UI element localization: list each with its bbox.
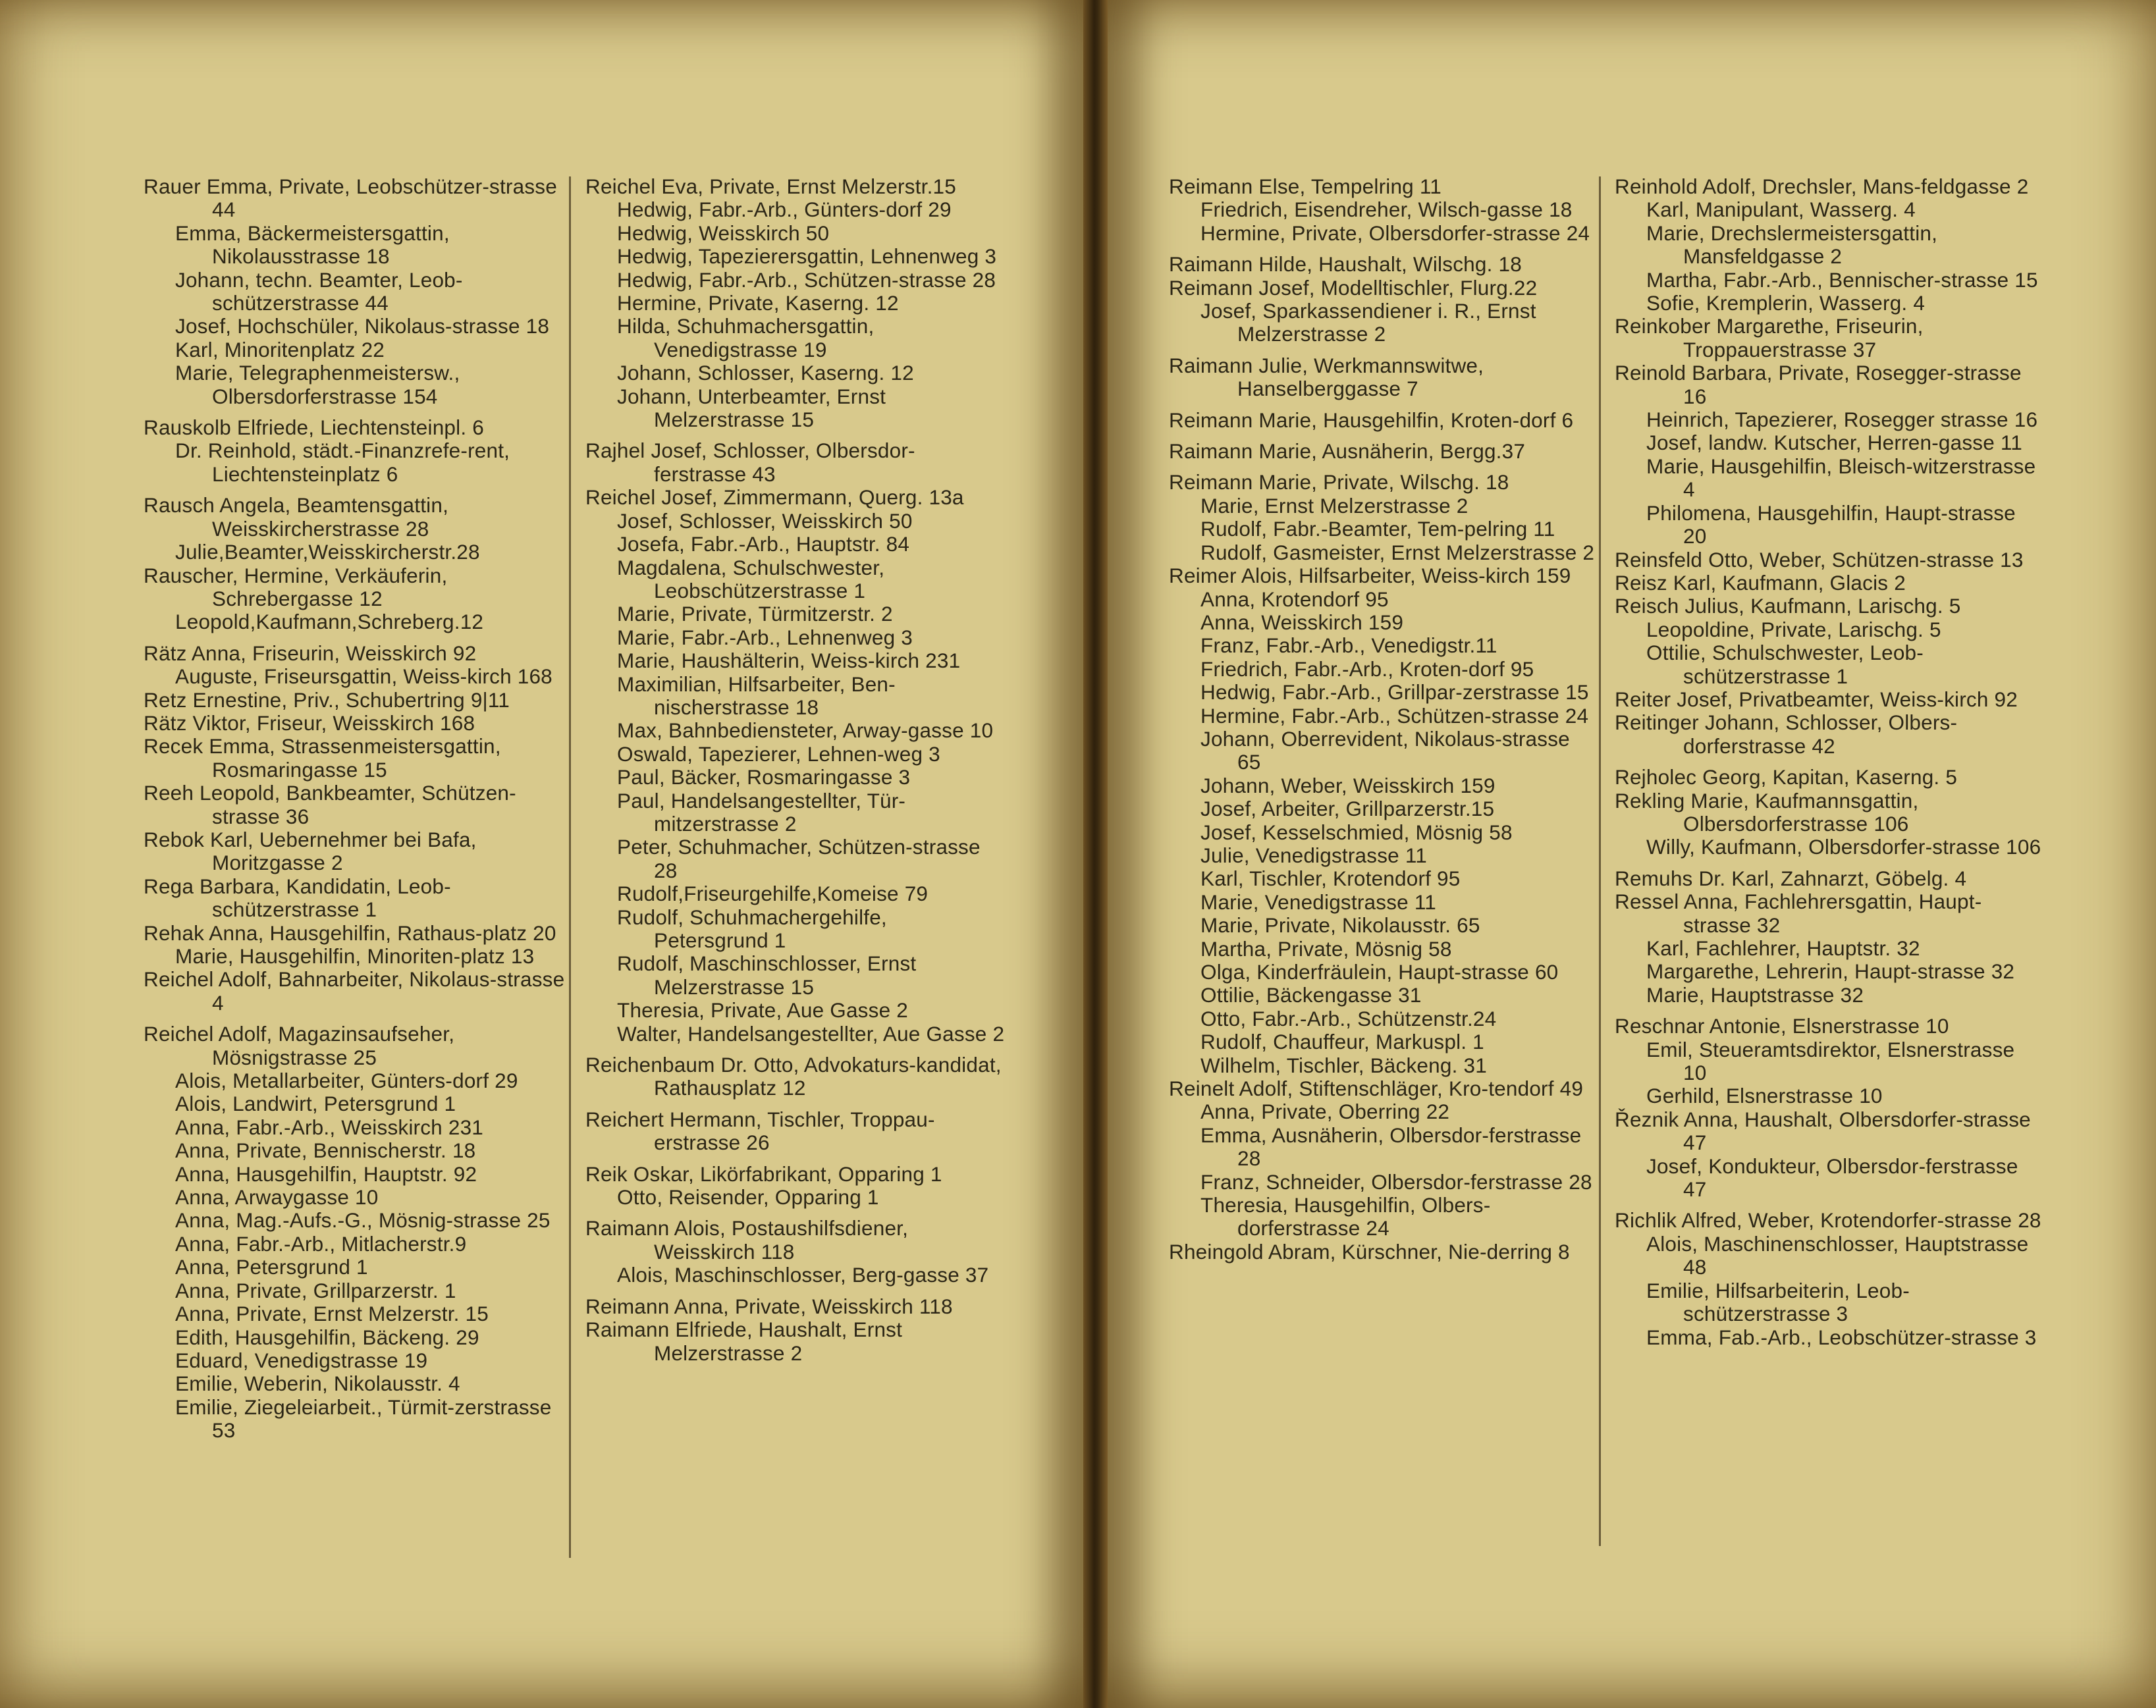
directory-subentry: Alois, Maschinschlosser, Berg-gasse 37 xyxy=(617,1263,989,1287)
directory-subentry: Hedwig, Fabr.-Arb., Schützen-strasse 28 xyxy=(617,267,996,292)
directory-subentry: Johann, Weber, Weisskirch 159 xyxy=(1200,773,1496,797)
directory-subentry: Rudolf, Fabr.-Beamter, Tem-pelring 11 xyxy=(1200,517,1555,541)
directory-entry: Reeh Leopold, Bankbeamter, Schützen-strasse 36 xyxy=(144,781,516,828)
column-3 xyxy=(1169,175,1597,1264)
directory-subentry: Alois, Landwirt, Petersgrund 1 xyxy=(175,1092,456,1116)
directory-subentry: Franz, Schneider, Olbersdor-ferstrasse 28 xyxy=(1200,1169,1592,1194)
directory-subentry: Magdalena, Schulschwester, Leobschützerstrasse 1 xyxy=(617,555,885,602)
directory-entry: Rauskolb Elfriede, Liechtensteinpl. 6 xyxy=(144,415,484,440)
directory-subentry: Hermine, Private, Kaserng. 12 xyxy=(617,291,899,315)
directory-subentry: Emma, Ausnäherin, Olbersdor-ferstrasse 28 xyxy=(1200,1123,1582,1171)
directory-entry: Recek Emma, Strassenmeistersgattin, Rosmaringasse 15 xyxy=(144,734,501,782)
directory-subentry: Philomena, Hausgehilfin, Haupt-strasse 20 xyxy=(1646,500,2016,548)
directory-subentry: Hilda, Schuhmachersgattin, Venedigstrasse 19 xyxy=(617,314,875,361)
directory-subentry: Johann, techn. Beamter, Leob-schützerstrasse 44 xyxy=(175,267,463,315)
directory-entry: Raimann Elfriede, Haushalt, Ernst Melzerstrasse 2 xyxy=(585,1318,903,1365)
directory-subentry: Anna, Private, Ernst Melzerstr. 15 xyxy=(175,1302,489,1326)
directory-subentry: Josef, Kesselschmied, Mösnig 58 xyxy=(1200,820,1513,844)
directory-entry: Richlik Alfred, Weber, Krotendorfer-strasse 28 xyxy=(1615,1208,2041,1233)
directory-subentry: Hedwig, Fabr.-Arb., Grillpar-zerstrasse 15 xyxy=(1200,680,1589,705)
directory-entry: Reichenbaum Dr. Otto, Advokaturs-kandidat, Rathausplatz 12 xyxy=(585,1053,1002,1100)
directory-subentry: Eduard, Venedigstrasse 19 xyxy=(175,1348,428,1372)
directory-entry: Rehak Anna, Hausgehilfin, Rathaus-platz 20 xyxy=(144,921,556,945)
directory-entry: Reichert Hermann, Tischler, Troppau-erstrasse 26 xyxy=(585,1107,935,1155)
directory-entry: Reimann Marie, Hausgehilfin, Kroten-dorf 6 xyxy=(1169,408,1574,432)
directory-subentry: Martha, Fabr.-Arb., Bennischer-strasse 15 xyxy=(1646,267,2038,292)
directory-subentry: Johann, Unterbeamter, Ernst Melzerstrasse 15 xyxy=(617,384,886,432)
directory-subentry: Marie, Telegraphenmeistersw., Olbersdorferstrasse 154 xyxy=(175,361,460,408)
directory-subentry: Josef, Kondukteur, Olbersdor-ferstrasse 47 xyxy=(1646,1154,2018,1202)
directory-subentry: Gerhild, Elsnerstrasse 10 xyxy=(1646,1084,1883,1108)
directory-subentry: Emil, Steueramtsdirektor, Elsnerstrasse 10 xyxy=(1646,1037,2015,1085)
directory-entry: Rauer Emma, Private, Leobschützer-strasse 44 xyxy=(144,174,557,222)
directory-subentry: Karl, Fachlehrer, Hauptstr. 32 xyxy=(1646,936,1920,960)
directory-subentry: Emilie, Hilfsarbeiterin, Leob-schützerstrasse 3 xyxy=(1646,1278,1910,1326)
directory-subentry: Rudolf, Maschinschlosser, Ernst Melzerstrasse 15 xyxy=(617,951,917,999)
directory-subentry: Anna, Fabr.-Arb., Mitlacherstr.9 xyxy=(175,1231,467,1256)
directory-subentry: Marie, Haushälterin, Weiss-kirch 231 xyxy=(617,649,961,673)
directory-entry: Reisch Julius, Kaufmann, Larischg. 5 xyxy=(1615,594,1961,618)
directory-subentry: Anna, Private, Grillparzerstr. 1 xyxy=(175,1278,456,1302)
directory-subentry: Marie, Hausgehilfin, Bleisch-witzerstrasse 4 xyxy=(1646,454,2036,502)
directory-subentry: Ottilie, Bäckengasse 31 xyxy=(1200,983,1422,1007)
directory-subentry: Johann, Oberrevident, Nikolaus-strasse 65 xyxy=(1200,726,1570,774)
directory-subentry: Walter, Handelsangestellter, Aue Gasse 2 xyxy=(617,1021,1005,1046)
directory-entry: Raimann Julie, Werkmannswitwe, Hanselberggasse 7 xyxy=(1169,353,1484,401)
directory-entry: Reimann Anna, Private, Weisskirch 118 xyxy=(585,1294,953,1318)
directory-subentry: Otto, Fabr.-Arb., Schützenstr.24 xyxy=(1200,1006,1497,1030)
directory-subentry: Peter, Schuhmacher, Schützen-strasse 28 xyxy=(617,835,981,882)
directory-subentry: Hedwig, Fabr.-Arb., Günters-dorf 29 xyxy=(617,198,952,222)
directory-entry: Řeznik Anna, Haushalt, Olbersdorfer-strasse 47 xyxy=(1615,1107,2031,1155)
directory-entry: Reimann Marie, Private, Wilschg. 18 xyxy=(1169,470,1509,494)
directory-entry: Rajhel Josef, Schlosser, Olbersdor-ferstrasse 43 xyxy=(585,439,915,486)
directory-subentry: Josef, Hochschüler, Nikolaus-strasse 18 xyxy=(175,314,550,338)
directory-subentry: Hedwig, Weisskirch 50 xyxy=(617,221,830,245)
column-1 xyxy=(144,175,565,1443)
directory-subentry: Wilhelm, Tischler, Bäckeng. 31 xyxy=(1200,1053,1487,1077)
directory-subentry: Heinrich, Tapezierer, Rosegger strasse 16 xyxy=(1646,408,2038,432)
directory-subentry: Martha, Private, Mösnig 58 xyxy=(1200,936,1452,961)
directory-subentry: Alois, Metallarbeiter, Günters-dorf 29 xyxy=(175,1069,518,1093)
directory-entry: Reinelt Adolf, Stiftenschläger, Kro-tendorf 49 xyxy=(1169,1077,1584,1101)
directory-subentry: Maximilian, Hilfsarbeiter, Ben-nischerstrasse 18 xyxy=(617,672,896,719)
directory-subentry: Marie, Hauptstrasse 32 xyxy=(1646,982,1864,1007)
directory-subentry: Sofie, Kremplerin, Wasserg. 4 xyxy=(1646,291,1926,315)
directory-subentry: Marie, Hausgehilfin, Minoriten-platz 13 xyxy=(175,944,535,968)
directory-subentry: Ottilie, Schulschwester, Leob-schützerstrasse 1 xyxy=(1646,641,1924,688)
directory-entry: Reinold Barbara, Private, Rosegger-strasse 16 xyxy=(1615,361,2022,408)
directory-entry: Rausch Angela, Beamtensgattin, Weisskircherstrasse 28 xyxy=(144,493,449,541)
directory-subentry: Hedwig, Tapezierersgattin, Lehnenweg 3 xyxy=(617,244,997,269)
directory-subentry: Leopoldine, Private, Larischg. 5 xyxy=(1646,617,1941,641)
directory-subentry: Leopold,Kaufmann,Schreberg.12 xyxy=(175,610,484,634)
directory-subentry: Anna, Mag.-Aufs.-G., Mösnig-strasse 25 xyxy=(175,1208,551,1233)
directory-entry: Rätz Viktor, Friseur, Weisskirch 168 xyxy=(144,710,475,735)
column-rule xyxy=(1599,176,1601,1546)
directory-subentry: Marie, Ernst Melzerstrasse 2 xyxy=(1200,493,1469,518)
column-2 xyxy=(585,175,1007,1365)
directory-entry: Reimer Alois, Hilfsarbeiter, Weiss-kirch 159 xyxy=(1169,564,1571,588)
directory-subentry: Friedrich, Eisendreher, Wilsch-gasse 18 xyxy=(1200,198,1573,222)
directory-subentry: Anna, Hausgehilfin, Hauptstr. 92 xyxy=(175,1161,477,1186)
directory-subentry: Anna, Private, Oberring 22 xyxy=(1200,1100,1450,1124)
directory-entry: Reinhold Adolf, Drechsler, Mans-feldgasse 2 xyxy=(1615,174,2029,198)
directory-subentry: Marie, Venedigstrasse 11 xyxy=(1200,890,1436,914)
directory-subentry: Paul, Bäcker, Rosmaringasse 3 xyxy=(617,765,911,789)
directory-entry: Raimann Alois, Postaushilfsdiener, Weisskirch 118 xyxy=(585,1216,909,1264)
directory-subentry: Anna, Fabr.-Arb., Weisskirch 231 xyxy=(175,1115,484,1139)
directory-subentry: Anna, Private, Bennischerstr. 18 xyxy=(175,1138,476,1163)
directory-subentry: Olga, Kinderfräulein, Haupt-strasse 60 xyxy=(1200,960,1559,984)
directory-subentry: Friedrich, Fabr.-Arb., Kroten-dorf 95 xyxy=(1200,656,1534,681)
directory-entry: Reichel Eva, Private, Ernst Melzerstr.15 xyxy=(585,174,956,198)
directory-subentry: Karl, Tischler, Krotendorf 95 xyxy=(1200,867,1461,891)
directory-entry: Reimann Else, Tempelring 11 xyxy=(1169,174,1442,198)
directory-entry: Rauscher, Hermine, Verkäuferin, Schrebergasse 12 xyxy=(144,563,448,610)
directory-entry: Rega Barbara, Kandidatin, Leob-schützerstrasse 1 xyxy=(144,874,451,922)
column-rule xyxy=(569,176,571,1558)
directory-entry: Reik Oskar, Likörfabrikant, Opparing 1 xyxy=(585,1161,942,1186)
directory-subentry: Dr. Reinhold, städt.-Finanzrefe-rent, Liechtensteinplatz 6 xyxy=(175,439,510,486)
directory-entry: Rheingold Abram, Kürschner, Nie-derring 8 xyxy=(1169,1239,1570,1264)
directory-entry: Reichel Josef, Zimmermann, Querg. 13a xyxy=(585,485,964,510)
directory-subentry: Marie, Private, Türmitzerstr. 2 xyxy=(617,602,893,626)
directory-entry: Rejholec Georg, Kapitan, Kaserng. 5 xyxy=(1615,765,1958,789)
directory-entry: Reichel Adolf, Bahnarbeiter, Nikolaus-strasse 4 xyxy=(144,967,565,1015)
directory-subentry: Auguste, Friseursgattin, Weiss-kirch 168 xyxy=(175,664,552,689)
directory-entry: Reschnar Antonie, Elsnerstrasse 10 xyxy=(1615,1014,1949,1038)
directory-subentry: Emilie, Weberin, Nikolausstr. 4 xyxy=(175,1372,460,1396)
directory-subentry: Franz, Fabr.-Arb., Venedigstr.11 xyxy=(1200,633,1497,658)
directory-subentry: Otto, Reisender, Opparing 1 xyxy=(617,1185,879,1210)
directory-entry: Raimann Marie, Ausnäherin, Bergg.37 xyxy=(1169,439,1526,464)
directory-subentry: Margarethe, Lehrerin, Haupt-strasse 32 xyxy=(1646,959,2015,984)
directory-subentry: Josefa, Fabr.-Arb., Hauptstr. 84 xyxy=(617,532,910,556)
directory-entry: Raimann Hilde, Haushalt, Wilschg. 18 xyxy=(1169,252,1522,277)
directory-subentry: Josef, Sparkassendiener i. R., Ernst Melzerstrasse 2 xyxy=(1200,299,1536,346)
directory-subentry: Anna, Weisskirch 159 xyxy=(1200,610,1404,634)
directory-subentry: Theresia, Hausgehilfin, Olbers-dorferstrasse 24 xyxy=(1200,1193,1491,1241)
directory-entry: Reinsfeld Otto, Weber, Schützen-strasse 13 xyxy=(1615,547,2024,572)
directory-subentry: Alois, Maschinenschlosser, Hauptstrasse 48 xyxy=(1646,1231,2029,1279)
directory-subentry: Willy, Kaufmann, Olbersdorfer-strasse 106 xyxy=(1646,835,2041,859)
directory-subentry: Julie,Beamter,Weisskircherstr.28 xyxy=(175,540,480,564)
directory-subentry: Paul, Handelsangestellter, Tür-mitzerstrasse 2 xyxy=(617,788,906,836)
directory-subentry: Hermine, Private, Olbersdorfer-strasse 24 xyxy=(1200,221,1590,245)
directory-subentry: Anna, Arwaygasse 10 xyxy=(175,1185,379,1210)
directory-subentry: Oswald, Tapezierer, Lehnen-weg 3 xyxy=(617,741,940,766)
directory-subentry: Hermine, Fabr.-Arb., Schützen-strasse 24 xyxy=(1200,703,1589,728)
directory-entry: Ressel Anna, Fachlehrersgattin, Haupt-strasse 32 xyxy=(1615,890,1982,937)
book-gutter xyxy=(1083,0,1108,1708)
directory-subentry: Marie, Private, Nikolausstr. 65 xyxy=(1200,913,1480,938)
directory-subentry: Edith, Hausgehilfin, Bäckeng. 29 xyxy=(175,1325,479,1349)
column-4 xyxy=(1615,175,2043,1349)
directory-subentry: Rudolf, Schuhmachergehilfe, Petersgrund 1 xyxy=(617,905,887,952)
directory-entry: Rebok Karl, Uebernehmer bei Bafa, Moritzgasse 2 xyxy=(144,827,477,875)
directory-subentry: Marie, Fabr.-Arb., Lehnenweg 3 xyxy=(617,625,913,649)
directory-entry: Reinkober Margarethe, Friseurin, Troppauerstrasse 37 xyxy=(1615,314,1924,361)
directory-subentry: Emma, Bäckermeistersgattin, Nikolausstrasse 18 xyxy=(175,221,450,269)
directory-subentry: Rudolf, Gasmeister, Ernst Melzerstrasse 2 xyxy=(1200,540,1595,564)
directory-entry: Retz Ernestine, Priv., Schubertring 9|11 xyxy=(144,687,510,712)
directory-entry: Remuhs Dr. Karl, Zahnarzt, Göbelg. 4 xyxy=(1615,866,1967,890)
directory-subentry: Josef, Schlosser, Weisskirch 50 xyxy=(617,508,913,533)
directory-entry: Reiter Josef, Privatbeamter, Weiss-kirch 92 xyxy=(1615,687,2018,711)
directory-subentry: Emma, Fab.-Arb., Leobschützer-strasse 3 xyxy=(1646,1325,2037,1349)
directory-subentry: Rudolf,Friseurgehilfe,Komeise 79 xyxy=(617,882,929,906)
directory-subentry: Julie, Venedigstrasse 11 xyxy=(1200,843,1427,867)
directory-entry: Reitinger Johann, Schlosser, Olbers-dorferstrasse 42 xyxy=(1615,710,1958,758)
directory-subentry: Anna, Krotendorf 95 xyxy=(1200,587,1389,611)
directory-subentry: Josef, landw. Kutscher, Herren-gasse 11 xyxy=(1646,431,2023,455)
directory-subentry: Anna, Petersgrund 1 xyxy=(175,1255,368,1279)
directory-subentry: Josef, Arbeiter, Grillparzerstr.15 xyxy=(1200,797,1495,821)
directory-subentry: Rudolf, Chauffeur, Markuspl. 1 xyxy=(1200,1030,1484,1054)
directory-entry: Reimann Josef, Modelltischler, Flurg.22 xyxy=(1169,275,1538,300)
directory-entry: Reichel Adolf, Magazinsaufseher, Mösnigstrasse 25 xyxy=(144,1022,455,1069)
directory-subentry: Emilie, Ziegeleiarbeit., Türmit-zerstrasse 53 xyxy=(175,1395,552,1443)
directory-entry: Rätz Anna, Friseurin, Weisskirch 92 xyxy=(144,641,477,665)
right-page xyxy=(1108,0,2156,1708)
directory-subentry: Johann, Schlosser, Kaserng. 12 xyxy=(617,361,914,385)
directory-subentry: Max, Bahnbediensteter, Arway-gasse 10 xyxy=(617,718,994,743)
directory-subentry: Marie, Drechslermeistersgattin, Mansfeldgasse 2 xyxy=(1646,221,1938,269)
directory-subentry: Karl, Manipulant, Wasserg. 4 xyxy=(1646,198,1916,222)
directory-subentry: Theresia, Private, Aue Gasse 2 xyxy=(617,998,908,1023)
directory-subentry: Karl, Minoritenplatz 22 xyxy=(175,337,385,361)
directory-entry: Rekling Marie, Kaufmannsgattin, Olbersdorferstrasse 106 xyxy=(1615,788,1919,836)
directory-entry: Reisz Karl, Kaufmann, Glacis 2 xyxy=(1615,570,1906,595)
